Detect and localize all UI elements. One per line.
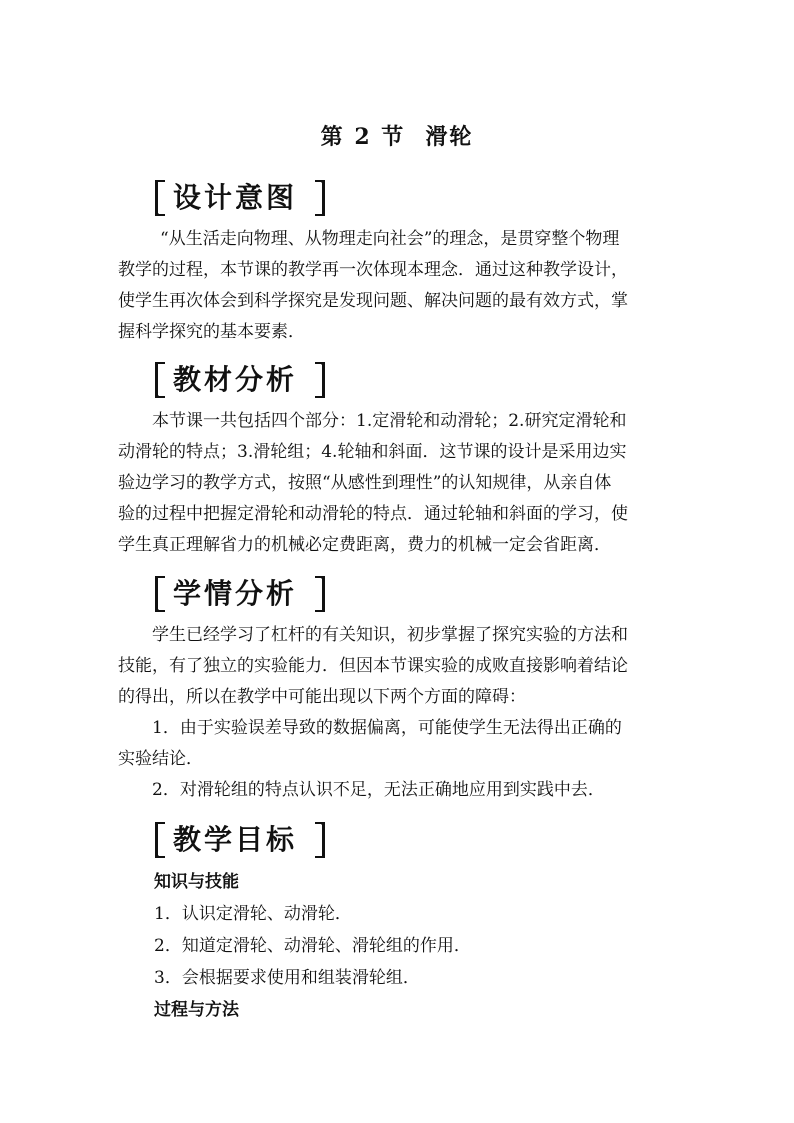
paragraph-line: 握科学探究的基本要素． — [118, 322, 305, 342]
list-item: 2．知道定滑轮、动滑轮、滑轮组的作用． — [154, 936, 471, 956]
bracket-left-icon — [155, 362, 165, 398]
list-item: 3．会根据要求使用和组装滑轮组． — [154, 968, 420, 988]
section-heading-label: 教材分析 — [173, 363, 298, 396]
page-title — [0, 120, 794, 151]
section-heading-textbook-analysis — [155, 360, 325, 400]
paragraph-line: 学生已经学习了杠杆的有关知识，初步掌握了探究实验的方法和 — [152, 625, 628, 645]
subheading-knowledge-skills: 知识与技能 — [154, 872, 239, 892]
paragraph-line: 动滑轮的特点；3.滑轮组；4.轮轴和斜面．这节课的设计是采用边实 — [118, 442, 627, 462]
paragraph-line: 2．对滑轮组的特点认识不足，无法正确地应用到实践中去． — [152, 780, 605, 800]
paragraph-line: 技能，有了独立的实验能力．但因本节课实验的成败直接影响着结论 — [118, 656, 628, 676]
bracket-right-icon — [315, 180, 325, 216]
paragraph-line: 1．由于实验误差导致的数据偏离，可能使学生无法得出正确的 — [152, 718, 622, 738]
section-heading-label: 教学目标 — [173, 823, 298, 856]
paragraph-textbook-analysis — [118, 406, 678, 561]
title-prefix: 第 2 节 — [320, 124, 406, 150]
subheading-process-methods: 过程与方法 — [154, 1000, 239, 1020]
paragraph-student-analysis — [118, 620, 678, 806]
paragraph-line: “从生活走向物理、从物理走向社会”的理念，是贯穿整个物理 — [160, 229, 620, 249]
section-heading-label: 设计意图 — [173, 181, 298, 214]
section-heading-label: 学情分析 — [173, 577, 298, 610]
paragraph-line: 验边学习的教学方式，按照“从感性到理性”的认知规律，从亲自体 — [118, 473, 612, 493]
paragraph-line: 学生真正理解省力的机械必定费距离，费力的机械一定会省距离． — [118, 535, 611, 555]
paragraph-line: 教学的过程，本节课的教学再一次体现本理念．通过这种教学设计， — [118, 260, 628, 280]
paragraph-line: 实验结论． — [118, 749, 203, 769]
section-heading-design-intent — [155, 178, 325, 218]
bracket-right-icon — [315, 822, 325, 858]
paragraph-line: 的得出，所以在教学中可能出现以下两个方面的障碍： — [118, 687, 526, 707]
title-name: 滑轮 — [425, 124, 474, 150]
bracket-left-icon — [155, 180, 165, 216]
paragraph-line: 使学生再次体会到科学探究是发现问题、解决问题的最有效方式，掌 — [118, 291, 628, 311]
list-item: 1．认识定滑轮、动滑轮． — [154, 904, 352, 924]
section-heading-teaching-goals — [155, 820, 325, 860]
bracket-right-icon — [315, 362, 325, 398]
bracket-left-icon — [155, 576, 165, 612]
paragraph-line: 本节课一共包括四个部分：1.定滑轮和动滑轮；2.研究定滑轮和 — [152, 411, 627, 431]
bracket-left-icon — [155, 822, 165, 858]
section-heading-student-analysis — [155, 574, 325, 614]
paragraph-design-intent — [118, 224, 678, 348]
paragraph-line: 验的过程中把握定滑轮和动滑轮的特点．通过轮轴和斜面的学习，使 — [118, 504, 628, 524]
bracket-right-icon — [315, 576, 325, 612]
